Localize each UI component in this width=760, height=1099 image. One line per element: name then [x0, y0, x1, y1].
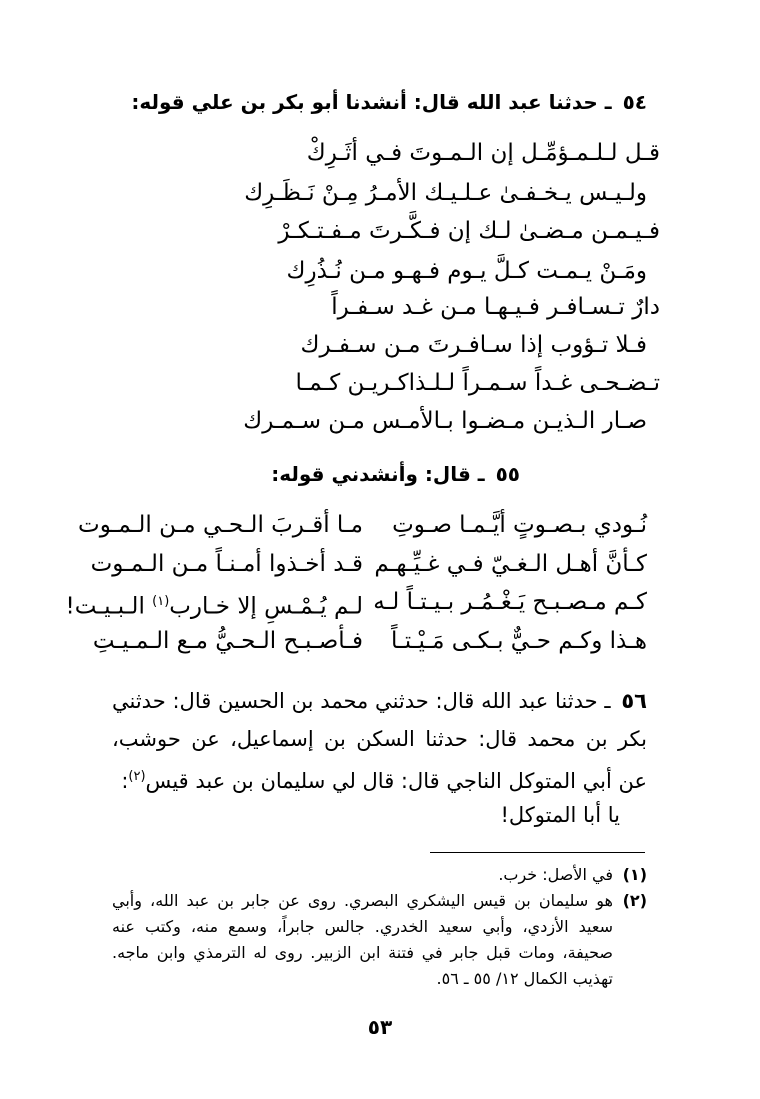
section-55-number: ٥٥ [495, 462, 520, 486]
footnote-text: هو سليمان بن قيس اليشكري البصري. روى عن جابر بن عبد الله، وأبي سعيد الأزدي، وأبي سعيد الخدري. جالس جابراً، وسمع منه، وكتب عنه صحيفة، ومات قبل جابر في فتنة ابن الزبير. روى له الترمذي وابن ماجه. تهذيب الكمال ١٢/ ٥٥ ـ ٥٦. [112, 891, 613, 988]
poem-line: ولـيـس يـخـفـىٰ عـلـيـك الأمـرُ مِـنْ نَـظَـرِك [244, 180, 647, 206]
section-56-number: ٥٦ [621, 689, 647, 713]
footnote-number: (١) [622, 865, 647, 884]
poem-line: فـلا تـؤوب إذا سـافـرتَ مـن سـفـرك [300, 332, 647, 358]
verse-text: لـم يُـمْـسِ إلا خـارب [169, 593, 363, 620]
footnote-number: (٢) [622, 891, 647, 910]
section-54-heading [90, 86, 647, 118]
poem-line: فـيـمـن مـضـىٰ لـك إن فـكَّـرتَ مـفـتـكـرْ [278, 218, 660, 244]
footnotes [112, 862, 647, 992]
section-56-paragraph [112, 682, 647, 800]
section-56-quote: يا أبا المتوكل! [500, 803, 620, 827]
poem-line: ومَـنْ يـمـت كـلَّ يـوم فـهـو مـن نُـذُرِك [286, 258, 647, 284]
verse-right-hemistich: هـذا وكـم حـيٌّ بـكـى مَـيْـتـاً [391, 628, 647, 654]
footnote-ref-2[interactable]: (٢) [128, 769, 146, 784]
footnote-ref-1[interactable]: (١) [152, 594, 170, 609]
section-55-heading-text: ـ قال: وأنشدني قوله: [271, 462, 485, 486]
verse-left-hemistich: مـا أقـربَ الـحـي مـن الـمـوت [78, 512, 363, 538]
section-56-text-end: : [121, 769, 129, 793]
section-55-heading [90, 458, 520, 490]
verse-text: الـبـيـت! [65, 593, 153, 620]
verse-left-hemistich: قـد أخـذوا أمـنـاً مـن الـمـوت [90, 551, 363, 577]
poem-line: قـل لـلـمـؤمِّـل إن الـمـوتَ فـي أثَـرِكْ [306, 140, 660, 166]
page-number: ٥٣ [367, 1015, 393, 1039]
poem-line: دارٌ تـسـافـر فـيـهـا مـن غـد سـفـراً [331, 294, 660, 320]
verse-right-hemistich: كـم مـصـبـح يَـغْـمُـر بـيـتـاً لـه [373, 589, 647, 615]
footnote-text: في الأصل: خرب. [498, 865, 613, 884]
poem-line: تـضـحـى غـداً سـمـراً لـلـذاكـريـن كـمـا [295, 370, 660, 396]
verse-left-hemistich [65, 585, 363, 624]
poem-line: صـار الـذيـن مـضـوا بـالأمـس مـن سـمـرك [243, 408, 647, 434]
section-56-text: ـ حدثنا عبد الله قال: حدثني محمد بن الحسين قال: حدثني بكر بن محمد قال: حدثنا السكن بن إسماعيل، عن حوشب، عن أبي المتوكل الناجي قال: قال لي سليمان بن عبد قيس [112, 689, 647, 793]
verse-right-hemistich: كـأنَّ أهـل الـغـيّ فـي غـيِّـهـم [374, 551, 647, 577]
verse-left-hemistich: فـأصـبـح الـحـيُّ مـع الـمـيـتِ [92, 628, 363, 654]
section-54-number: ٥٤ [622, 90, 647, 114]
section-54-heading-text: ـ حدثنا عبد الله قال: أنشدنا أبو بكر بن علي قوله: [131, 90, 612, 114]
footnote-item [112, 888, 647, 992]
footnote-divider [430, 852, 645, 853]
verse-right-hemistich: نُـودي بـصـوتٍ أيَّـمـا صـوتِ [392, 512, 647, 538]
footnote-item [112, 862, 647, 888]
